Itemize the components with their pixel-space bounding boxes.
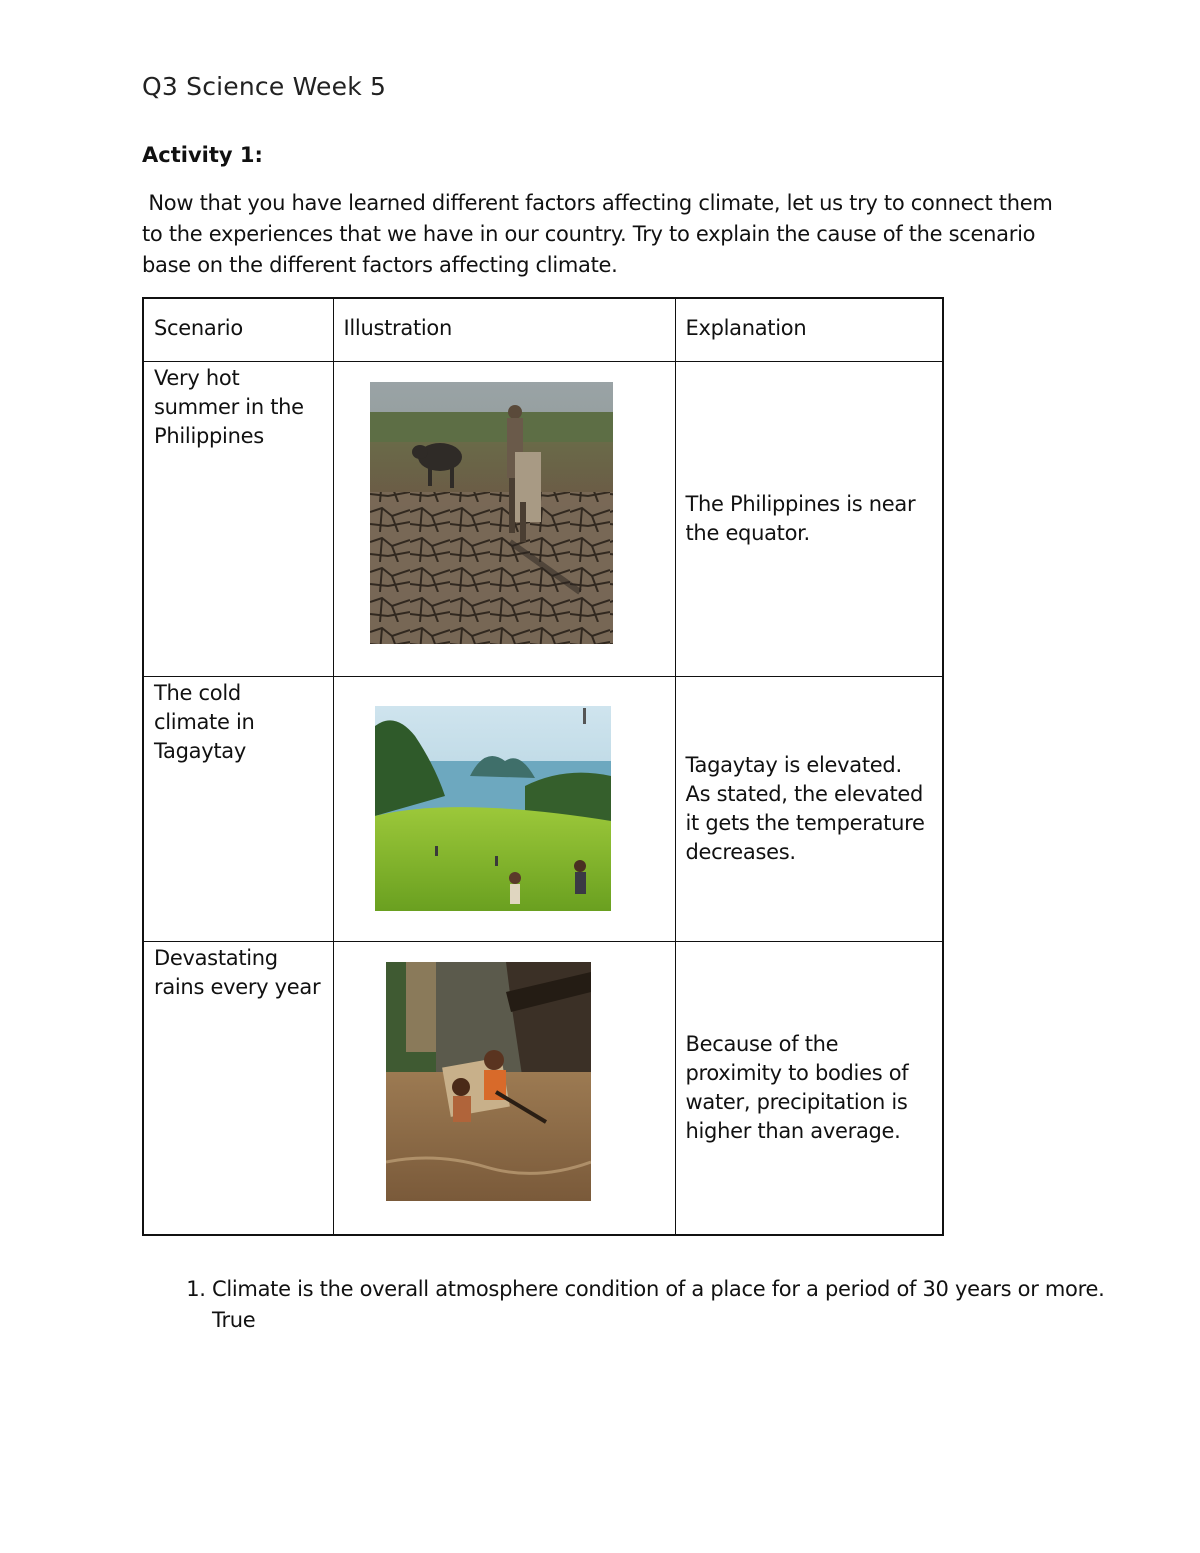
header-illustration: Illustration bbox=[333, 298, 675, 361]
table-header-row bbox=[143, 298, 943, 361]
question-text: Climate is the overall atmosphere condition of a place for a period of 30 years or more. bbox=[212, 1277, 1105, 1301]
drought-photo bbox=[370, 382, 613, 644]
scenario-cell: Devastating rains every year bbox=[143, 941, 333, 1235]
document-title: Q3 Science Week 5 bbox=[142, 72, 387, 101]
explanation-cell: Tagaytay is elevated. As stated, the elevated it gets the temperature decreases. bbox=[675, 676, 943, 941]
activity-heading: Activity 1: bbox=[142, 143, 263, 167]
flood-photo bbox=[386, 962, 591, 1201]
explanation-cell: Because of the proximity to bodies of water, precipitation is higher than average. bbox=[675, 941, 943, 1235]
header-explanation: Explanation bbox=[675, 298, 943, 361]
illustration-cell bbox=[333, 676, 675, 941]
illustration-cell bbox=[333, 941, 675, 1235]
scenario-cell: Very hot summer in the Philippines bbox=[143, 361, 333, 676]
table-row bbox=[143, 676, 943, 941]
question-item bbox=[212, 1274, 1112, 1336]
tagaytay-photo bbox=[375, 706, 611, 911]
table-row bbox=[143, 361, 943, 676]
question-answer: True bbox=[212, 1308, 256, 1332]
question-list bbox=[142, 1274, 1112, 1336]
scenario-table bbox=[142, 297, 944, 1236]
header-scenario: Scenario bbox=[143, 298, 333, 361]
explanation-cell: The Philippines is near the equator. bbox=[675, 361, 943, 676]
table-row bbox=[143, 941, 943, 1235]
scenario-cell: The cold climate in Tagaytay bbox=[143, 676, 333, 941]
illustration-cell bbox=[333, 361, 675, 676]
activity-instructions: Now that you have learned different factors affecting climate, let us try to connect them to the experiences that we have in our country. Try to explain the cause of the scenario base on the different factors affecting climate. bbox=[142, 191, 1059, 277]
